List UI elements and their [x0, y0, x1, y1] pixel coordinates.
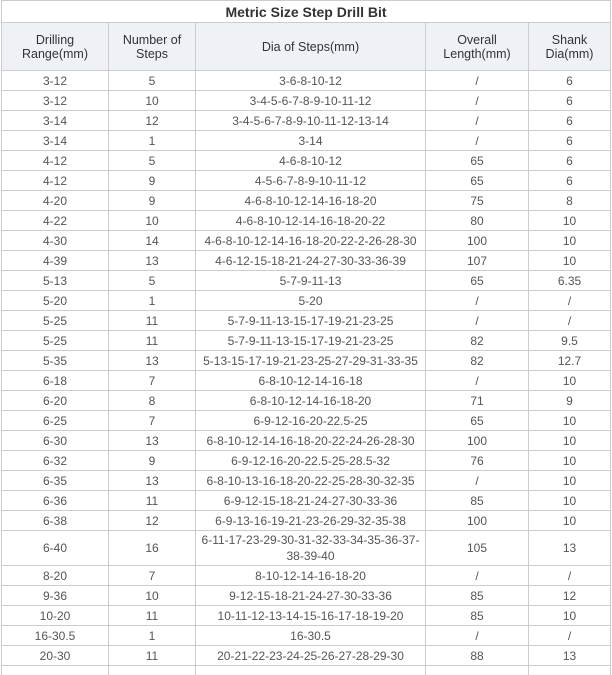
table-cell: 13: [109, 431, 196, 451]
table-cell: 85: [426, 586, 529, 606]
table-cell: 76: [426, 451, 529, 471]
table-row: [2, 451, 611, 471]
table-cell: 3-14: [2, 111, 109, 131]
column-header-shank-dia: Shank Dia(mm): [529, 23, 611, 71]
table-cell: 6-9-13-16-19-21-23-26-29-32-35-38: [196, 511, 426, 531]
table-cell: /: [426, 91, 529, 111]
table-cell: 8-10-12-14-16-18-20: [196, 566, 426, 586]
table-cell: 10: [529, 451, 611, 471]
table-cell: 6-18: [2, 371, 109, 391]
table-cell: 11: [109, 331, 196, 351]
table-title: Metric Size Step Drill Bit: [2, 1, 611, 23]
table-cell: 3-4-5-6-7-8-9-10-11-12: [196, 91, 426, 111]
table-cell: 6-9-12-16-20-22.5-25-28.5-32: [196, 451, 426, 471]
table-cell: 13: [529, 646, 611, 666]
table-cell: 6-35: [2, 471, 109, 491]
table-cell: /: [529, 566, 611, 586]
table-row: [2, 331, 611, 351]
table-cell: 5-7-9-11-13-15-17-19-21-23-25: [196, 331, 426, 351]
table-cell: 8-20: [2, 566, 109, 586]
table-cell: 4-6-8-10-12-14-16-18-20: [196, 191, 426, 211]
table-cell: 5-13: [2, 271, 109, 291]
table-row: [2, 566, 611, 586]
table-cell: 6: [529, 91, 611, 111]
table-cell: 6: [529, 151, 611, 171]
table-cell: 6-8-10-12-14-16-18-20-22-24-26-28-30: [196, 431, 426, 451]
table-cell: 10: [109, 211, 196, 231]
table-cell: 6-30: [2, 431, 109, 451]
table-cell: /: [529, 291, 611, 311]
table-cell: 7: [109, 371, 196, 391]
table-row: [2, 371, 611, 391]
table-title-row: [2, 1, 611, 23]
table-cell: 4-5-6-7-8-9-10-11-12: [196, 171, 426, 191]
table-cell: 6-8-10-12-14-16-18-20: [196, 391, 426, 411]
table-row: [2, 191, 611, 211]
table-cell: 10-20: [2, 606, 109, 626]
table-row: [2, 291, 611, 311]
table-cell: 4-12: [2, 171, 109, 191]
table-cell: 8: [529, 191, 611, 211]
table-cell: 9.5: [529, 331, 611, 351]
table-cell: 10: [529, 471, 611, 491]
table-row: [2, 171, 611, 191]
table-cell: 5: [109, 71, 196, 91]
table-row: [2, 131, 611, 151]
table-cell: 1: [109, 131, 196, 151]
table-row: [2, 111, 611, 131]
table-cell: 11: [109, 646, 196, 666]
table-cell: /: [426, 131, 529, 151]
table-cell: 14: [109, 231, 196, 251]
table-cell: 6: [529, 71, 611, 91]
table-cell: 10: [529, 371, 611, 391]
metric-step-drill-bit-table: [1, 0, 611, 675]
table-cell: 1: [109, 291, 196, 311]
table-cell: 4-6-8-10-12-14-16-18-20-22: [196, 211, 426, 231]
table-row: [2, 511, 611, 531]
table-cell: 5-13-15-17-19-21-23-25-27-29-31-33-35: [196, 351, 426, 371]
table-cell: 6-40: [2, 531, 109, 566]
table-cell: 5: [109, 151, 196, 171]
table-cell: 6-9-12-15-18-21-24-27-30-33-36: [196, 491, 426, 511]
table-cell: 6: [529, 111, 611, 131]
table-cell: /: [426, 566, 529, 586]
table-row: [2, 471, 611, 491]
table-row: [2, 606, 611, 626]
column-header-overall-length: Overall Length(mm): [426, 23, 529, 71]
table-cell: 4-20: [2, 191, 109, 211]
table-cell: 6-20: [2, 391, 109, 411]
table-cell: 9-12-15-18-21-24-27-30-33-36: [196, 586, 426, 606]
empty-cell: [2, 666, 109, 675]
table-cell: 7: [109, 566, 196, 586]
table-cell: /: [426, 71, 529, 91]
table-cell: 4-6-12-15-18-21-24-27-30-33-36-39: [196, 251, 426, 271]
table-row: [2, 626, 611, 646]
table-cell: 13: [529, 531, 611, 566]
table-row: [2, 531, 611, 566]
table-row: [2, 646, 611, 666]
table-cell: 4-12: [2, 151, 109, 171]
table-row: [2, 251, 611, 271]
table-row: [2, 351, 611, 371]
table-cell: 5-20: [2, 291, 109, 311]
table-cell: 7: [109, 411, 196, 431]
table-cell: 4-39: [2, 251, 109, 271]
table-cell: 16: [109, 531, 196, 566]
table-cell: 6-32: [2, 451, 109, 471]
table-cell: 10: [529, 511, 611, 531]
table-cell: 16-30.5: [2, 626, 109, 646]
table-cell: 3-14: [196, 131, 426, 151]
table-cell: 20-21-22-23-24-25-26-27-28-29-30: [196, 646, 426, 666]
table-cell: 16-30.5: [196, 626, 426, 646]
table-cell: 5-25: [2, 331, 109, 351]
table-cell: 6-8-10-13-16-18-20-22-25-28-30-32-35: [196, 471, 426, 491]
table-cell: 4-30: [2, 231, 109, 251]
table-cell: /: [426, 111, 529, 131]
table-cell: 13: [109, 251, 196, 271]
table-cell: 11: [109, 606, 196, 626]
table-cell: 80: [426, 211, 529, 231]
table-cell: 5-25: [2, 311, 109, 331]
table-cell: 9: [109, 451, 196, 471]
table-row: [2, 311, 611, 331]
table-cell: 100: [426, 431, 529, 451]
table-cell: 6: [529, 131, 611, 151]
table-cell: 82: [426, 331, 529, 351]
table-cell: 5-7-9-11-13-15-17-19-21-23-25: [196, 311, 426, 331]
table-cell: 10: [529, 231, 611, 251]
empty-cell: [529, 666, 611, 675]
table-cell: 5-35: [2, 351, 109, 371]
table-cell: 11: [109, 311, 196, 331]
table-cell: 12.7: [529, 351, 611, 371]
table-row: [2, 491, 611, 511]
table-cell: 10: [109, 91, 196, 111]
table-cell: 5-7-9-11-13: [196, 271, 426, 291]
table-cell: 6-36: [2, 491, 109, 511]
table-cell: 10: [529, 411, 611, 431]
table-footer-partial: [2, 666, 611, 675]
table-head: [2, 1, 611, 71]
table-cell: 9: [109, 171, 196, 191]
table-cell: 105: [426, 531, 529, 566]
table-cell: 12: [109, 111, 196, 131]
table-cell: 6-9-12-16-20-22.5-25: [196, 411, 426, 431]
column-header-number-of-steps: Number of Steps: [109, 23, 196, 71]
table-row: [2, 391, 611, 411]
table-cell: 6.35: [529, 271, 611, 291]
table-cell: 11: [109, 491, 196, 511]
table-cell: 1: [109, 626, 196, 646]
table-cell: /: [529, 626, 611, 646]
table-cell: 5: [109, 271, 196, 291]
table-cell: 6-38: [2, 511, 109, 531]
table-cell: 10-11-12-13-14-15-16-17-18-19-20: [196, 606, 426, 626]
table-cell: 6-25: [2, 411, 109, 431]
table-cell: /: [426, 291, 529, 311]
table-cell: 75: [426, 191, 529, 211]
table-cell: 4-6-8-10-12: [196, 151, 426, 171]
table-cell: 6-8-10-12-14-16-18: [196, 371, 426, 391]
table-row: [2, 91, 611, 111]
table-row: [2, 151, 611, 171]
table-cell: 100: [426, 511, 529, 531]
table-cell: /: [426, 371, 529, 391]
table-cell: 13: [109, 351, 196, 371]
table-cell: 3-6-8-10-12: [196, 71, 426, 91]
table-cell: 85: [426, 606, 529, 626]
table-cell: /: [426, 311, 529, 331]
table-body: [2, 71, 611, 666]
table-row: [2, 231, 611, 251]
table-cell: /: [426, 471, 529, 491]
table-cell: 20-30: [2, 646, 109, 666]
table-cell: 10: [529, 211, 611, 231]
table-row: [2, 586, 611, 606]
table-cell: 6: [529, 171, 611, 191]
table-cell: 10: [529, 251, 611, 271]
empty-cell: [109, 666, 196, 675]
table-cell: 3-4-5-6-7-8-9-10-11-12-13-14: [196, 111, 426, 131]
table-cell: 12: [529, 586, 611, 606]
table-cell: 10: [109, 586, 196, 606]
table-cell: 85: [426, 491, 529, 511]
table-row: [2, 211, 611, 231]
empty-cell: [426, 666, 529, 675]
table-cell: 5-20: [196, 291, 426, 311]
table-cell: 9: [109, 191, 196, 211]
table-cell: 71: [426, 391, 529, 411]
table-cell: 3-14: [2, 131, 109, 151]
table-row: [2, 431, 611, 451]
table-cell: 100: [426, 231, 529, 251]
table-header-row: [2, 23, 611, 71]
column-header-dia-of-steps: Dia of Steps(mm): [196, 23, 426, 71]
table-cell: 9-36: [2, 586, 109, 606]
table-cell: 10: [529, 431, 611, 451]
table-cell: 65: [426, 151, 529, 171]
table-cell: 8: [109, 391, 196, 411]
table-cell: 10: [529, 491, 611, 511]
table-row: [2, 411, 611, 431]
table-row: [2, 71, 611, 91]
table-cell: 13: [109, 471, 196, 491]
table-cell: 10: [529, 606, 611, 626]
table-cell: 4-6-8-10-12-14-16-18-20-22-2-26-28-30: [196, 231, 426, 251]
table-cell: 65: [426, 411, 529, 431]
table-cell: 88: [426, 646, 529, 666]
table-row: [2, 271, 611, 291]
table-cell: /: [426, 626, 529, 646]
table-cell: 6-11-17-23-29-30-31-32-33-34-35-36-37-38-39-40: [196, 531, 426, 566]
table-cell: 3-12: [2, 71, 109, 91]
empty-cell: [196, 666, 426, 675]
table-cell: 3-12: [2, 91, 109, 111]
table-cell: 107: [426, 251, 529, 271]
table-cell: /: [529, 311, 611, 331]
table-cell: 65: [426, 271, 529, 291]
table-cell: 12: [109, 511, 196, 531]
column-header-drilling-range: Drilling Range(mm): [2, 23, 109, 71]
table-cell: 4-22: [2, 211, 109, 231]
table-cell: 65: [426, 171, 529, 191]
table-cell: 82: [426, 351, 529, 371]
table-cell: 9: [529, 391, 611, 411]
partial-clipped-row: [2, 666, 611, 675]
